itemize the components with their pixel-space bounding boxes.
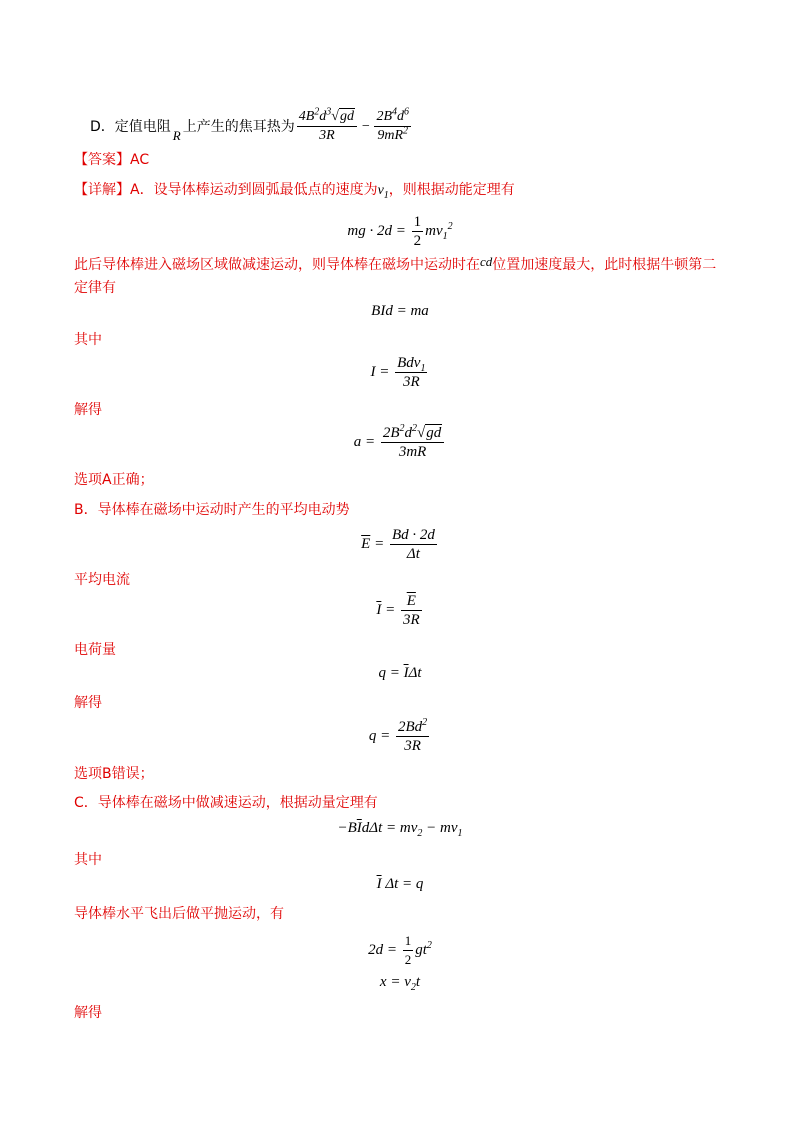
equation-charge: $q = \overline{I}\Delta t$ — [378, 665, 422, 681]
solve-label-2: 解得 — [74, 695, 102, 711]
equation-charge-result: q = $\frac{2Bd^2}{3R}$ — [368, 717, 428, 754]
equation-energy: mg · 2d = $\frac{1}{2}$ $mv_1^2$ — [347, 214, 453, 249]
equation-fall: 2d = $\frac{1}{2}$ $gt^2$ — [368, 933, 432, 967]
where-label-2: 其中 — [74, 852, 102, 868]
detail-c-line: C．导体棒在磁场中做减速运动，根据动量定理有 — [74, 795, 378, 811]
detail-p2-text-b: 位置加速度最大，此时根据牛顿第二 — [492, 257, 717, 273]
solve-label-1: 解得 — [74, 402, 102, 418]
detail-a-var: $v_1$ — [377, 183, 389, 201]
detail-p2-text-a: 此后导体棒进入磁场区域做减速运动，则导体棒在磁场中运动时在 — [74, 257, 480, 273]
equation-momentum: $-B\overline{I}d\Delta t = mv_2 - mv_1$ — [337, 820, 463, 839]
where-label-1: 其中 — [74, 332, 102, 348]
equation-avg-emf: $\overline{E}$ = $\frac{Bd \cdot 2d}{\Delta t}$ — [361, 527, 435, 562]
equation-current: I = $\frac{Bdv_1}{3R}$ — [370, 355, 426, 390]
detail-p2-var: cd — [480, 254, 493, 269]
projectile-label: 导体棒水平飞出后做平抛运动，有 — [74, 906, 284, 922]
equation-horizontal: $x = v_2t$ — [379, 974, 421, 993]
option-d-mid: 上产生的焦耳热为 — [182, 118, 295, 135]
equation-newton: BId = ma — [371, 303, 429, 319]
option-d-prefix: D．定值电阻 — [90, 118, 171, 135]
avg-current-label: 平均电流 — [74, 572, 130, 588]
option-d-var-r: R — [172, 127, 181, 143]
option-b-wrong: 选项B错误； — [74, 766, 154, 782]
solve-label-3: 解得 — [74, 1005, 102, 1021]
option-d-line — [90, 108, 413, 145]
detail-p2-line2: 定律有 — [74, 280, 116, 296]
charge-label: 电荷量 — [74, 642, 116, 658]
option-d-formula: $\frac{4B^2d^3√gd}{3R}$ − $\frac{2B^4d^6}{9mR^2}$ — [298, 106, 409, 143]
answer-label: 【答案】AC — [74, 152, 150, 168]
detail-a-end: ，则根据动能定理有 — [388, 182, 515, 198]
equation-acceleration: a = $\frac{2B^2d^2√gd}{3mR}$ — [0, 424, 800, 461]
detail-p2-line1 — [74, 255, 716, 275]
detail-a-line — [74, 180, 515, 201]
detail-b-line: B．导体棒在磁场中运动时产生的平均电动势 — [74, 502, 350, 518]
equation-charge-relation: $\overline{I}$ Δt = q — [376, 876, 424, 892]
option-a-correct: 选项A正确； — [74, 472, 154, 488]
detail-a-text: 【详解】A．设导体棒运动到圆弧最低点的速度为 — [74, 182, 378, 198]
equation-avg-current: $\overline{I}$ = $\frac{\overline{E}}{3R}$ — [376, 593, 420, 628]
